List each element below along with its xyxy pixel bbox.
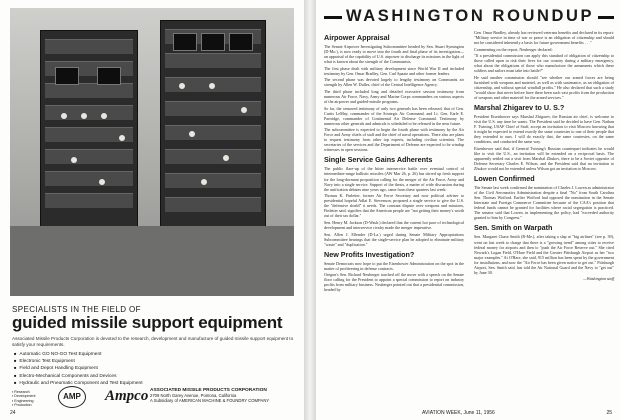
section-heading: New Profits Investigation?	[324, 249, 415, 259]
article-paragraph: The public flare-up of the bitter interservice battle over eventual control of intermediate-range ballistic missiles (AW Mar 26, p. 26) has stirred up fresh support for the long-dormant proposition calling for the merger of the Air Force, Army and Navy into a single service. Support of the thesis, a matter of wide discussion during the unification debates nine years ago, came from these quarters last week:	[324, 166, 464, 192]
article-paragraph: "If a presidential commission can apply this standard of obligation of citizenship to those called upon to risk their lives for our country during a military emergency, what about the obligations of those who manufacture the armaments which these soldiers and sailors must take into battle?"	[474, 53, 614, 74]
capability-keyword: ▪ Development	[12, 394, 36, 399]
capability-keyword: ▪ Engineering	[12, 398, 34, 403]
article-paragraph: Gen. Omar Bradley, already has reviewed veterans benefits and declared in its report: "Military service in time of war or peace is an obligation of citizenship and should not be considered inherently a basis for future government benefits . . ."	[474, 30, 615, 46]
page-number-right: 25	[606, 410, 612, 416]
ad-body: Associated Missile Products Corporation is devoted to the research, development and manufacture of guided missile support equipment to satisfy your requirements.	[12, 336, 294, 347]
article-paragraph: The second phase was devoted largely to lengthy testimony on Communist air strength by Allen W. Dulles, chief of the Central Intelligence Agency.	[324, 77, 464, 88]
article-paragraph: The first phase dealt with military development since World War II and included testimony by Gen. Omar Bradley, Gen. Carl Spaatz and other former leaders.	[324, 65, 464, 76]
headline-kicker: SPECIALISTS IN THE FIELD OF	[12, 305, 141, 314]
section-heading: Marshal Zhigarev to U. S.?	[474, 103, 565, 113]
article-paragraph: The Senate last week confirmed the nomination of Charles J. Lowen as administrator of the Civil Aeronautics Administration despite a final "No" from South Carolina Sen. Thomas Wofford. Earlier Wofford had opposed the nomination in the Senate Interstate and Foreign Commerce Committee because of the CAA's position that federal funds cannot be granted for facilities where racial segregation is practiced. The senator said that Lowen, in implementing the policy, had "exceeded authority granted to him by Congress."	[474, 185, 614, 221]
company-subsidiary: A Subsidiary of AMERICAN MACHINE & FOUNDRY COMPANY	[150, 398, 270, 403]
left-page	[0, 0, 304, 420]
article-paragraph: Sen. Allen J. Ellender (D-La.) urged during Senate Military Appropriations Subcommittee hearings that the single-service plan be adopted to eliminate military "waste" and "duplication."	[324, 231, 464, 247]
article-paragraph: President Eisenhower says Marshal Zhigarev, the Russian air chief, is welcome to visit the U.S. any time he wants. The President said he decided to have Gen. Nathan F. Twining, USAF Chief of Staff, accept an invitation to visit Moscow knowing that it might be expected to extend exactly the same courtesies to one of their people that they extended to ours. I will do exactly that, the same courtesies, on the same conditions, and conducted the same way.	[474, 114, 614, 145]
company-block	[150, 388, 269, 403]
article-paragraph: Thomas K. Finletter, former Air Force Secretary and now political adviser to presidential hopeful Adlai E. Stevenson, proposed a single service to give the U.S. the "defensive shield" it needs. The constant dispute over weapons and missions, Finletter said, signifies that the American people are "not getting their money's worth out of their tax dollar."	[324, 193, 464, 219]
article-paragraph: Oregon's Sen. Richard Neuberger touched off the move with a speech on the Senate floor calling for the President to appoint a special commission to report on industry profits from military business. Neuberger pointed out that a presidential commission, headed by	[324, 272, 464, 293]
column-title: WASHINGTON ROUNDUP	[342, 7, 598, 26]
ad-headline: guided missile support equipment	[12, 313, 283, 332]
article-paragraph: He said another commission should "see whether our armed forces are being furnished with weapons and materiel, as well as with sustenance, as an obligation of citizenship, and without special windfall profits." He also declared that such a study "would show that never before have there been such vast profits from the production of weapons and other materiel for the armed services."	[474, 74, 614, 101]
capability-list-item: ■ Field and Depot Handling Equipment	[14, 365, 143, 372]
company-address: 2709 North Garey Avenue, Pomona, California	[150, 393, 237, 398]
article-paragraph: Sen. Margaret Chase Smith (R-Me.), after taking a slap at "big airlines" (see p. 39), went on last week to charge that there is a "growing trend" among cities to receive federal money for airports and then to "push the Air Force Reserve out." She cited Newark's Logan Field, O'Hare Field and the Greater Pittsburgh Airport as her "two major examples." At O'Hare, she said, 915 million has been spent by the government for installations, and now the "Air Force has been given notice to get out." Pittsburgh Airport, Sen. Smith said, has told the Air National Guard and the Navy to "get out" by June 30.	[474, 234, 614, 275]
capability-keyword: ▪ Production	[12, 403, 32, 408]
article-paragraph: The subcommittee is expected to begin the fourth phase with testimony by the Air Force and Army chiefs of staff and the chief of naval operations. There also are plans to request testimony from other top experts, including civilian scientists. The secretaries of the services and the Department of Defense are expected to be windup witnesses in open sessions.	[324, 127, 464, 153]
article-paragraph: The third phase included long and detailed executive session testimony from numerous Air Force, Navy, Army and Marine Corps commanders on various aspects of the airpower and guided-missile programs.	[324, 88, 464, 104]
capability-keyword: ▪ Research	[12, 390, 30, 394]
article-paragraph: Eisenhower said that, if General Twining's Russian counterpart indicates he would like to visit the U.S., an invitation will be extended on a reciprocal basis. The apparently settled out a visit from Marshal Zhukov, there to be a Soviet opposite of Defense Secretary Charles E. Wilson, and the President said that an invitation to Zhukov would not be extended unless Wilson got an invitation to Moscow.	[474, 145, 614, 172]
right-page	[316, 0, 620, 420]
page-number-left: 24	[10, 410, 16, 416]
issue-line: AVIATION WEEK, June 11, 1956	[422, 410, 495, 416]
article-paragraph: Commenting on the report, Neuberger declared:	[474, 46, 553, 52]
equipment-rack-right	[160, 20, 266, 238]
section-heading: Airpower Appraisal	[324, 33, 390, 42]
text-column-2	[474, 30, 614, 281]
article-paragraph: The Senate Airpower Investigating Subcommittee headed by Sen. Stuart Symington (D-Mo.), is now ready to move into the fourth and final phase of its investigation—an appraisal of the capability of U.S. airpower to discharge its missions in the light of what is known about the strength of the Communists.	[324, 44, 464, 65]
capability-list-item: ■ Hydraulic and Pneumatic Component and Test Equipment	[14, 380, 143, 387]
section-heading: Sen. Smith on Warpath	[474, 223, 553, 233]
capability-list-item: ■ Automatic GO NO-GO Test Equipment	[14, 351, 143, 358]
section-heading: Lowen Confirmed	[474, 174, 535, 184]
console-desk	[10, 226, 294, 296]
ampco-logo: Ampco	[105, 388, 149, 404]
text-column-1	[324, 30, 464, 294]
capability-list-item: ■ Electro-Mechanical Components and Devices	[14, 373, 143, 380]
column-masthead	[324, 7, 614, 27]
article-paragraph: So far, the censored testimony of only two generals has been released, that of Gen. Curtis LeMay, commander of the Strategic Air Command, and Lt. Gen. Earle E. Partridge, commander of Continental Air Defense Command. Testimony by numerous other generals and admirals is scheduled to be released in the near future.	[324, 105, 464, 126]
amp-logo: AMP	[58, 386, 86, 408]
article-paragraph: Sen. Henry M. Jackson (D-Wash.) declared that the current hot pace of technological development and interservice rivalry made the merger imperative.	[324, 219, 464, 230]
equipment-photo	[10, 8, 294, 296]
page-gutter	[304, 0, 316, 420]
capability-keywords	[12, 390, 35, 408]
equipment-rack-left	[40, 30, 138, 238]
company-name: ASSOCIATED MISSILE PRODUCTS CORPORATION	[150, 388, 267, 393]
capability-list	[14, 351, 143, 387]
section-heading: Single Service Gains Adherents	[324, 155, 433, 165]
article-paragraph: Senate Democrats now hope to put the Eisenhower Administration on the spot in the matter of profiteering in defense contracts.	[324, 260, 464, 271]
capability-list-item: ■ Electronic Test Equipment	[14, 358, 143, 365]
byline: —Washington staff	[583, 276, 614, 282]
